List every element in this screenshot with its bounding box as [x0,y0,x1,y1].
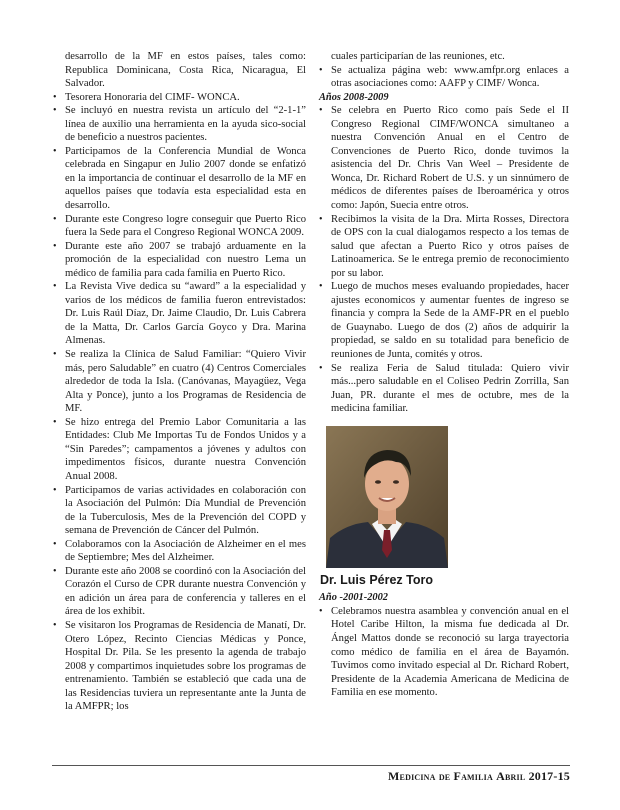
footer-divider [52,765,570,766]
list-item [318,362,569,416]
list-item [52,280,306,348]
list-item [52,484,306,538]
bullet-icon: • [53,240,57,252]
footer-issue: Abril 2017 [496,769,554,783]
bullet-icon: • [53,416,57,428]
list-item [52,416,306,484]
list-item [52,565,306,619]
list-item-text: Se visitaron los Programas de Residencia de Manatí, Dr. Otero López, Recinto Ciencias Médicas y Ponce, Hospital Dr. Pila. Se les presento la agenda de trabajo 2008 y compartimos inquietudes sobre los programas de entrenamiento. También se estableció que cada una de las Residencias tuviera un representante ante la Junta de la AMFPR; los [65,619,306,713]
bullet-icon: • [53,619,57,631]
list-item [318,50,569,64]
bullet-icon: • [53,213,57,225]
list-item-text: desarrollo de la MF en estos países, tales como: Republica Dominicana, Costa Rica, Nicaragua, El Salvador. [65,51,306,90]
list-item-text: Luego de muchos meses evaluando propiedades, hacer ajustes economicos y aumentar fuentes de ingreso se financia y compra la Sede de la AMF-PR en el pueblo de Guaynabo. Luego de dos (2) años de adquirir la propiedad, se saldo en su totalidad para beneficio de reuniones de Junta, comités y otros. [331,281,569,361]
list-item [52,240,306,281]
bullet-icon: • [53,484,57,496]
bullet-icon: • [53,145,57,157]
list-item-text: Se incluyó en nuestra revista un artículo del “2-1-1” línea de auxilio una herramienta en la ayuda sico-social de beneficio a nuestros pacientes. [65,105,306,144]
list-item-text: Participamos de varias actividades en colaboración con la Asociación del Pulmón: Día Mundial de Prevención de la Tuberculosis, Mes de la Prevención del COPD y semana de Prevención de Cáncer del Pulmón. [65,484,306,537]
list-item [318,605,569,700]
bullet-icon: • [53,91,57,103]
list-item-text: Se celebra en Puerto Rico como país Sede el II Congreso Regional CIMF/WONCA simultaneo a nuestra Convención Anual en el Centro de Convenciones de Puerto Rico, donde tuvimos la asistencia del Dr. Chris Van Weel – Presidente de Wonca, Dr. Richard Robert de U.S. y un sinnúmero de médicos de diferentes países de Iberoamérica y otros como: Japón, Suecia entre otros. [331,105,569,212]
bullet-icon: • [319,105,323,117]
section-heading-2008: Años 2008-2009 [319,91,389,103]
list-item [52,104,306,145]
bullet-icon: • [319,281,323,293]
list-item [52,538,306,565]
bullet-icon: • [53,349,57,361]
doctor-name: Dr. Luis Pérez Toro [320,572,433,587]
portrait-illustration [326,426,448,568]
list-item-text: Colaboramos con la Asociación de Alzheimer en el mes de Septiembre; Mes del Alzheimer. [65,538,306,564]
list-item [318,104,569,212]
section-heading-2001: Año -2001-2002 [319,592,388,604]
list-item-text: Durante este Congreso logre conseguir que Puerto Rico fuera la Sede para el Congreso Regional WONCA 2009. [65,213,306,239]
list-item-text: Se hizo entrega del Premio Labor Comunitaria a las Entidades: Club Me Importas Tu de Fondos Unidos y a “Sin Paredes”; campamentos a jóvenes y adultos con impedimentos físicos, durante nuestra Convención Anual 2008. [65,416,306,482]
bullet-icon: • [53,565,57,577]
page-footer [388,769,570,784]
list-item [52,348,306,416]
list-item [318,213,569,281]
bullet-icon: • [319,64,323,76]
list-item-text: Tesorera Honoraria del CIMF- WONCA. [65,91,240,103]
right-column [318,50,569,700]
right-bullet-list-top [318,50,569,91]
right-bullet-list-2008 [318,104,569,416]
list-item-text: Durante este año 2007 se trabajó arduamente en la promoción de la especialidad con nuestro Lema un médico de familia para cada familia en Puerto Rico. [65,240,306,279]
footer-journal: Medicina de Familia [388,769,493,783]
left-column [52,50,306,714]
list-item-text: Durante este año 2008 se coordinó con la Asociación del Corazón el Curso de CPR durante nuestra Convención y en adición un área para de conferencia y talleres en el área de los exhibit. [65,565,306,618]
list-item [52,91,306,105]
list-item [318,280,569,361]
bullet-icon: • [319,605,323,617]
doctor-portrait-photo [326,426,448,568]
bullet-icon: • [53,105,57,117]
list-item-text: Se realiza la Clínica de Salud Familiar: “Quiero Vivir más, pero Saludable” en cuatro (4) Centros Comerciales alrededor de toda la Isla. (Canóvanas, Mayagüez, Vega Alta y Ponce), junto a los Programas de Residencia de MF. [65,349,306,415]
list-item-text: Participamos de la Conferencia Mundial de Wonca celebrada en Singapur en Julio 2007 donde se enfatizó en la importancia de continuar el desarrollo de la MF en aquellos países que todavía esta especialidad esta en desarrollo. [65,145,306,212]
left-bullet-list [52,50,306,714]
bullet-icon: • [319,362,323,374]
list-item-text: Se realiza Feria de Salud titulada: Quiero vivir más...pero saludable en el Coliseo Pedrin Zorrilla, San Juan, PR. durante el mes de octubre, mes de la medicina familiar. [331,362,569,415]
list-item [52,213,306,240]
bullet-icon: • [53,538,57,550]
bullet-icon: • [319,213,323,225]
bullet-icon: • [53,281,57,293]
list-item [52,50,306,91]
list-item-text: cuales participarían de las reuniones, etc. [331,51,505,62]
list-item-text: Recibimos la visita de la Dra. Mirta Rosses, Directora de OPS con la cual dialogamos respecto a los temas de salud que afectan a Puerto Rico y otros países de Latinoamerica. Se le entrega premio de reconocimiento por su labor. [331,213,569,279]
list-item-text: La Revista Vive dedica su “award” a la especialidad y varios de los médicos de familia fueron entrevistados: Dr. Luis Raúl Díaz, Dr. Jaime Claudio, Dr. Luis Cabrera de la Matta, Dr. Carlos García Goyco y Dra. Marina Almenas. [65,281,306,347]
list-item [318,64,569,91]
list-item-text: Se actualiza página web: www.amfpr.org enlaces a otras asociaciones como: AAFP y CIMF/ Wonca. [331,64,569,90]
list-item [52,619,306,714]
right-bullet-list-2001 [318,605,569,700]
list-item [52,145,306,213]
list-item-text: Celebramos nuestra asamblea y convención anual en el Hotel Caribe Hilton, la misma fue dedicada al Dr. Ángel Mattos donde se reconoció su larga trayectoria como médico de familia en el área de Bayamón. Tuvimos como invitado especial al Dr. Richard Robert, Presidente de la Academia Americana de Medicina de Familia en ese momento. [331,605,569,699]
footer-page-number: -15 [553,769,570,783]
